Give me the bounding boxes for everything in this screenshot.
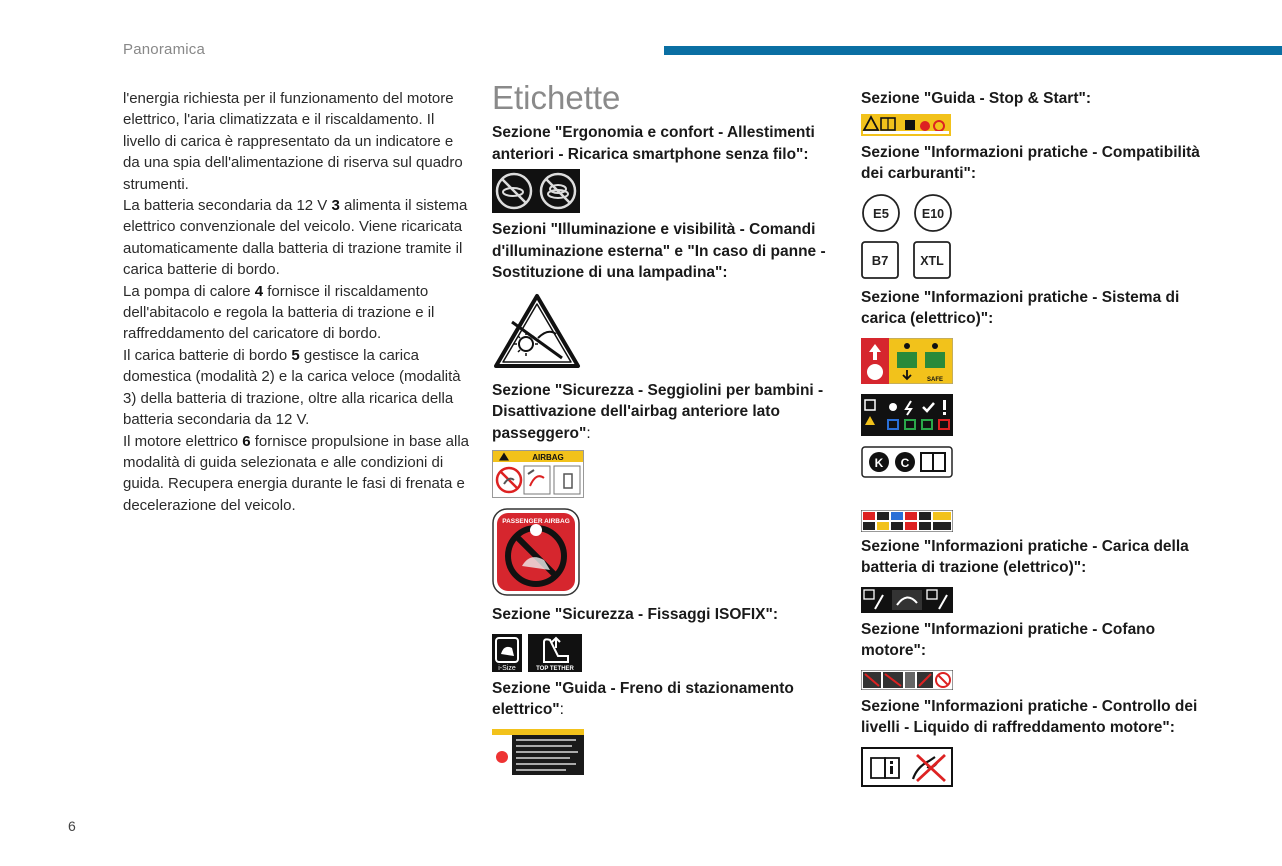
parking-brake-warning-label-icon [492,729,584,775]
ref-number-4: 4 [254,282,264,300]
coolant-manual-warning-icon [861,747,953,787]
fuel-e5-icon [861,193,901,233]
label-wireless-charging: Sezione "Ergonomia e confort - Allestimenti anteriori - Ricarica smartphone senza filo": [492,124,815,163]
svg-text:XTL: XTL [920,253,944,268]
i-size-icon [492,634,522,672]
paragraph-battery-12v: La batteria secondaria da 12 V 3 alimenta il sistema elettrico convenzionale del veicolo. Viene ricaricata automaticamente dalla batteria di trazione tramite il carica batterie di bordo. [123,197,468,279]
label-parking-brake: Sezione "Guida - Freno di stazionamento elettrico": [492,679,794,718]
label-lighting: Sezioni "Illuminazione e visibilità - Comandi d'illuminazione esterna" e "In caso di panne - Sostituzione di una lampadina": [492,221,826,281]
airbag-labels [492,450,842,596]
fuel-e10-icon [913,193,953,233]
section-title: Etichette [492,79,621,116]
safe-text: SAFE [926,376,944,383]
fuel-xtl-icon [913,241,951,279]
svg-text:E10: E10 [921,206,945,221]
passenger-airbag-off-icon [492,508,580,596]
charging-system-labels [861,338,1221,478]
fuel-labels-row-2 [861,241,1221,279]
charging-system-warning-icon [861,338,953,384]
svg-text:K: K [874,455,884,470]
labels-column-3 [861,88,1221,793]
label-fuel-compatibility: Sezione "Informazioni pratiche - Compatibilità dei carburanti": [861,143,1200,182]
wireless-charging-labels [492,169,842,213]
traction-battery-charging-icon [861,587,953,613]
engine-bonnet-warning-icon [861,670,953,690]
label-isofix: Sezione "Sicurezza - Fissaggi ISOFIX": [492,606,779,623]
stop-start-labels [861,114,1221,136]
header-accent-bar [664,46,1282,55]
paragraph-heat-pump: La pompa di calore 4 fornisce il riscaldamento dell'abitacolo e regola la batteria di trazione e il raffreddamento del caricatore di bordo. [123,282,435,343]
paragraph-energy: l'energia richiesta per il funzionamento del motore elettrico, l'aria climatizzata e il riscaldamento. Il livello di carica è rappresentato da un indicatore e da una spia dell'alimentazione di riserva sul quadro strumenti. [123,90,463,193]
fuel-labels-row-1 [861,193,1221,233]
label-traction-battery-charging: Sezione "Informazioni pratiche - Carica della batteria di trazione (elettrico)": [861,537,1189,576]
passenger-airbag-text: PASSENGER AIRBAG [502,518,570,525]
ref-number-5: 5 [291,346,300,364]
parking-brake-labels [492,729,842,775]
no-phone-charging-icon [492,169,580,213]
ref-number-6: 6 [242,432,251,450]
engine-bonnet-labels [861,670,1221,690]
airbag-warning-label-icon [492,450,584,498]
label-airbag-deactivation: Sezione "Sicurezza - Seggiolini per bambini - Disattivazione dell'airbag anteriore lato passeggero": [492,381,824,442]
stop-start-warning-icon [861,114,951,136]
traction-battery-warning-strip [861,510,1221,532]
top-tether-text: TOP TETHER [536,665,574,672]
top-tether-icon [528,634,582,672]
airbag-label-text: AIRBAG [532,453,564,462]
label-coolant-level: Sezione "Informazioni pratiche - Controllo dei livelli - Liquido di raffreddamento motore": [861,697,1198,736]
charging-indicator-lights-icon [861,394,953,436]
body-text-column [123,88,471,516]
paragraph-onboard-charger: Il carica batterie di bordo 5 gestisce la carica domestica (modalità 2) e la carica veloce (modalità 3) della batteria di trazione, oltre alla ricarica della batteria secondaria da 12 V. [123,346,461,429]
label-stop-start: Sezione "Guida - Stop & Start": [861,90,1091,107]
coolant-labels [861,747,1221,787]
traction-battery-warning-strip-icon [861,510,953,532]
svg-text:E5: E5 [873,205,889,221]
paragraph-electric-motor: Il motore elettrico 6 fornisce propulsione in base alla modalità di guida selezionata e alle condizioni di guida. Recupera energia durante le fasi di frenata e decelerazione del veicolo. [123,432,470,514]
traction-battery-labels [861,587,1221,613]
svg-text:B7: B7 [871,252,889,268]
label-engine-bonnet: Sezione "Informazioni pratiche - Cofano motore": [861,620,1156,659]
charging-modes-kc-icon [861,446,953,478]
lamp-warning-icon [492,292,582,372]
lighting-labels [492,292,842,372]
label-charging-system: Sezione "Informazioni pratiche - Sistema di carica (elettrico)": [861,288,1180,327]
fuel-b7-icon [861,241,899,279]
labels-column-2 [492,80,842,781]
page-header-title: Panoramica [123,41,206,58]
isofix-labels [492,634,842,672]
page-number: 6 [68,818,76,834]
ref-number-3: 3 [331,197,340,215]
i-size-text: i-Size [498,664,516,672]
svg-text:C: C [900,455,910,470]
